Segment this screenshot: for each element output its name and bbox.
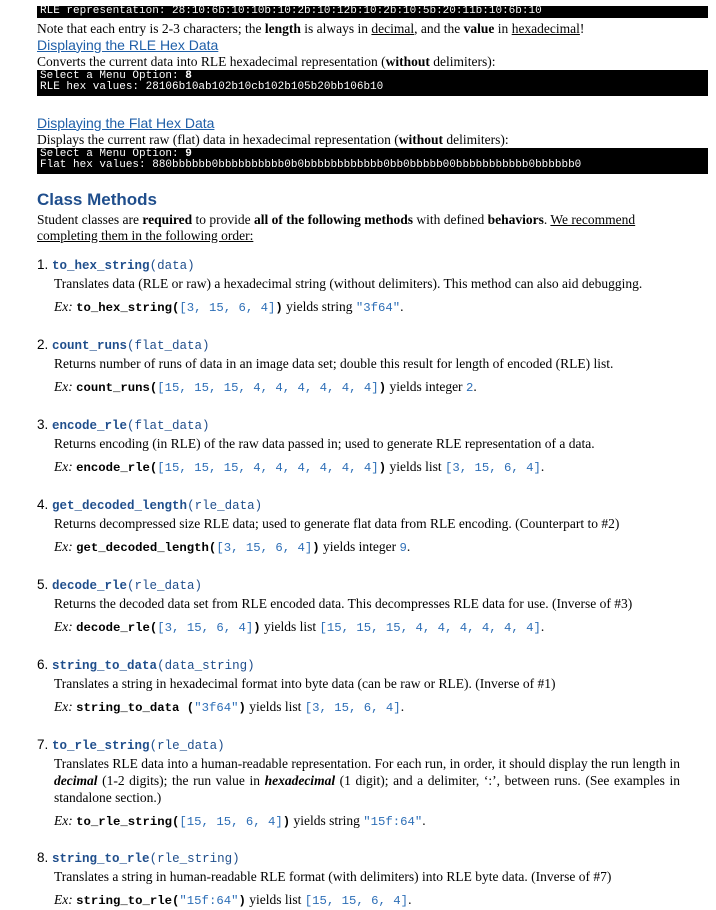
rle-hex-heading[interactable]: Displaying the RLE Hex Data <box>37 36 219 53</box>
method-signature: (flat_data) <box>127 338 210 353</box>
method-number: 7. <box>37 736 49 752</box>
method-signature: (data_string) <box>157 658 255 673</box>
method-header <box>37 256 716 275</box>
intro-behaviors: behaviors <box>487 211 544 227</box>
method-signature: (rle_data) <box>187 498 263 513</box>
intro-required: required <box>142 211 193 227</box>
desc-bold: without <box>398 131 443 147</box>
method-signature: (rle_data) <box>149 738 225 753</box>
example-close: ) <box>275 300 283 315</box>
method-description: Returns encoding (in RLE) of the raw data passed in; used to generate RLE representation of a data. <box>54 435 595 451</box>
example-result: 2 <box>465 380 474 395</box>
method-number: 4. <box>37 496 49 512</box>
example-argument: [15, 15, 15, 4, 4, 4, 4, 4, 4] <box>157 460 379 475</box>
method-example <box>54 698 716 717</box>
method-name: string_to_rle <box>52 851 150 866</box>
rle-representation-output <box>37 6 708 18</box>
desc-text: delimiters): <box>429 53 496 69</box>
method-description: Translates data (RLE or raw) a hexadecimal string (without delimiters). This method can also aid debugging. <box>54 275 643 291</box>
example-argument: [3, 15, 6, 4] <box>157 620 254 635</box>
method-header <box>37 736 716 755</box>
method-item-string-to-data <box>37 656 716 717</box>
example-result: "3f64" <box>355 300 401 315</box>
method-name: decode_rle <box>52 578 128 593</box>
example-label: Ex: <box>54 812 73 828</box>
example-yields: yields list <box>260 618 320 634</box>
example-yields: yields list <box>245 891 305 907</box>
method-description: Returns number of runs of data in an image data set; double this result for length of encoded (RLE) list. <box>54 355 614 371</box>
example-yields: yields list <box>245 698 305 714</box>
note-text: , and the <box>414 20 464 36</box>
method-header <box>37 496 716 515</box>
method-item-count-runs <box>37 336 716 397</box>
example-label: Ex: <box>54 378 73 394</box>
method-number: 2. <box>37 336 49 352</box>
example-result: "15f:64" <box>363 814 423 829</box>
method-item-string-to-rle <box>37 849 716 910</box>
method-list <box>0 256 716 910</box>
method-example <box>54 618 716 637</box>
method-item-encode-rle <box>37 416 716 477</box>
example-end: . <box>400 298 404 314</box>
method-example <box>54 298 716 317</box>
menu-choice: 8 <box>185 69 192 82</box>
rle-hex-output: RLE hex values: 28106b10ab102b10cb102b105b20bb106b10 <box>40 81 384 93</box>
method-description <box>54 755 680 806</box>
example-call: string_to_data ( <box>76 700 195 715</box>
desc-bold: without <box>385 53 430 69</box>
intro-text: . <box>543 211 551 227</box>
note-text: in <box>494 20 512 36</box>
method-header <box>37 416 716 435</box>
desc-text: Converts the current data into RLE hexadecimal representation ( <box>37 53 386 69</box>
menu-prompt: Select a Menu Option: <box>40 69 186 82</box>
flat-hex-terminal <box>37 148 708 174</box>
example-close: ) <box>312 540 320 555</box>
rle-hex-terminal <box>37 70 708 96</box>
method-number: 1. <box>37 256 49 272</box>
method-signature: (flat_data) <box>127 418 210 433</box>
intro-all-methods: all of the following methods <box>253 211 413 227</box>
menu-choice: 9 <box>185 147 192 160</box>
method-description: Returns decompressed size RLE data; used to generate flat data from RLE encoding. (Counterpart to #2) <box>54 515 620 531</box>
note-hexadecimal: hexadecimal <box>511 20 580 36</box>
method-number: 6. <box>37 656 49 672</box>
example-yields: yields integer <box>319 538 400 554</box>
note-text: ! <box>579 20 585 36</box>
example-end: . <box>540 458 545 474</box>
example-argument: "3f64" <box>194 700 239 715</box>
class-methods-intro-cont: completing them in the following order: <box>37 227 254 243</box>
method-item-get-decoded-length <box>37 496 716 557</box>
method-number: 5. <box>37 576 49 592</box>
method-item-decode-rle <box>37 576 716 637</box>
example-call: string_to_rle( <box>76 893 180 908</box>
example-label: Ex: <box>54 618 73 634</box>
example-call: get_decoded_length( <box>76 540 217 555</box>
method-description: Translates a string in hexadecimal format into byte data (can be raw or RLE). (Inverse of #1) <box>54 675 556 691</box>
example-result: [15, 15, 15, 4, 4, 4, 4, 4, 4] <box>319 620 541 635</box>
example-result: [15, 15, 6, 4] <box>304 893 409 908</box>
example-end: . <box>473 378 477 394</box>
flat-hex-description <box>37 132 716 148</box>
example-call: to_rle_string( <box>76 814 180 829</box>
example-label: Ex: <box>54 698 73 714</box>
method-item-to-hex-string <box>37 256 716 317</box>
example-end: . <box>406 538 411 554</box>
intro-text: Student classes are <box>37 211 143 227</box>
method-header <box>37 336 716 355</box>
desc-hexadecimal: hexadecimal <box>264 772 336 788</box>
menu-prompt: Select a Menu Option: <box>40 147 186 160</box>
example-end: . <box>400 698 405 714</box>
example-call: encode_rle( <box>76 460 158 475</box>
example-close: ) <box>238 700 246 715</box>
method-example <box>54 378 716 397</box>
method-example <box>54 458 716 477</box>
rle-hex-description <box>37 54 716 70</box>
desc-text: delimiters): <box>442 131 509 147</box>
method-header <box>37 849 716 868</box>
method-example <box>54 538 716 557</box>
method-name: count_runs <box>52 338 128 353</box>
method-number: 3. <box>37 416 49 432</box>
example-label: Ex: <box>54 298 73 314</box>
example-end: . <box>422 812 426 828</box>
example-yields: yields integer <box>386 378 466 394</box>
example-yields: yields string <box>290 812 364 828</box>
example-call: decode_rle( <box>76 620 158 635</box>
method-description: Translates a string in human-readable RLE format (with delimiters) into RLE byte data. (Inverse of #7) <box>54 868 612 884</box>
method-signature: (rle_data) <box>127 578 203 593</box>
example-call: count_runs( <box>76 380 158 395</box>
method-name: encode_rle <box>52 418 128 433</box>
class-methods-title: Class Methods <box>37 189 157 209</box>
flat-hex-output: Flat hex values: 880bbbbbb0bbbbbbbbbb0b0bbbbbbbbbbbb0bb0bbbbb00bbbbbbbbbbb0bbbbbb0 <box>40 159 582 171</box>
desc-text: (1-2 digits); the run value in <box>97 772 265 788</box>
note-decimal: decimal <box>371 20 415 36</box>
example-close: ) <box>253 620 261 635</box>
method-name: string_to_data <box>52 658 158 673</box>
note-value: value <box>463 20 495 36</box>
desc-text: Displays the current raw (flat) data in hexadecimal representation ( <box>37 131 399 147</box>
note-length: length <box>264 20 301 36</box>
example-yields: yields string <box>282 298 356 314</box>
method-header <box>37 576 716 595</box>
example-end: . <box>540 618 545 634</box>
note-text: is always in <box>300 20 372 36</box>
example-close: ) <box>378 460 387 475</box>
example-result: [3, 15, 6, 4] <box>444 460 541 475</box>
note-text: Note that each entry is 2-3 characters; the <box>37 20 265 36</box>
note-paragraph <box>37 21 716 37</box>
desc-decimal: decimal <box>54 772 98 788</box>
example-label: Ex: <box>54 538 73 554</box>
method-name: to_hex_string <box>52 258 150 273</box>
example-yields: yields list <box>386 458 445 474</box>
desc-text: Translates RLE data into a human-readable representation. For each run, in order, it should display the run length in <box>54 755 680 771</box>
intro-text: with defined <box>413 211 488 227</box>
example-call: to_hex_string( <box>76 300 180 315</box>
example-close: ) <box>282 814 291 829</box>
method-description: Returns the decoded data set from RLE encoded data. This decompresses RLE data for use. (Inverse of #3) <box>54 595 633 611</box>
intro-text: to provide <box>192 211 254 227</box>
example-close: ) <box>238 893 246 908</box>
example-argument: [15, 15, 15, 4, 4, 4, 4, 4, 4] <box>157 380 379 395</box>
example-argument: [3, 15, 6, 4] <box>216 540 313 555</box>
method-header <box>37 656 716 675</box>
method-signature: (data) <box>149 258 195 273</box>
example-label: Ex: <box>54 458 73 474</box>
example-result: [3, 15, 6, 4] <box>304 700 401 715</box>
example-argument: [3, 15, 6, 4] <box>179 300 276 315</box>
method-example <box>54 812 716 831</box>
method-item-to-rle-string <box>37 736 716 831</box>
example-result: 9 <box>399 540 407 555</box>
example-end: . <box>408 891 412 907</box>
method-signature: (rle_string) <box>149 851 240 866</box>
example-label: Ex: <box>54 891 73 907</box>
flat-hex-heading[interactable]: Displaying the Flat Hex Data <box>37 114 215 131</box>
intro-recommend: We recommend <box>550 211 636 227</box>
method-number: 8. <box>37 849 49 865</box>
example-argument: "15f:64" <box>179 893 239 908</box>
method-example <box>54 891 716 910</box>
method-name: get_decoded_length <box>52 498 188 513</box>
example-close: ) <box>378 380 387 395</box>
rle-representation-text: RLE representation: 28:10:6b:10:10b:10:2b:10:12b:10:2b:10:5b:20:11b:10:6b:10 <box>40 6 542 17</box>
example-argument: [15, 15, 6, 4] <box>179 814 283 829</box>
class-methods-intro <box>37 212 678 228</box>
desc-text: (1 digit); and a delimiter, ‘:’, between runs. (See examples in standalone section.) <box>54 772 681 805</box>
method-name: to_rle_string <box>52 738 150 753</box>
